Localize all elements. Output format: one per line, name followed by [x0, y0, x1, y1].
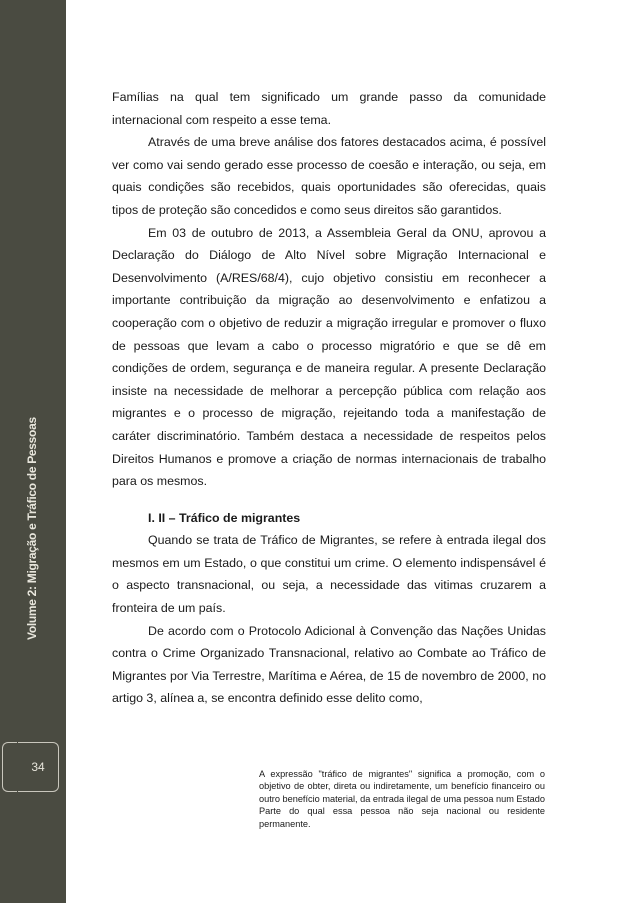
- paragraph: Em 03 de outubro de 2013, a Assembleia Geral da ONU, aprovou a Declaração do Diálogo de Alto Nível sobre Migração Internacional e Desenvolvimento (A/RES/68/4), cujo objetivo consistiu em reconhecer a importante contribuição da migração ao desenvolvimento e enfatizou a cooperação com o objetivo de reduzir a migração irregular e promover o fluxo de pessoas que levam a cabo o processo migratório e que se dê em condições de ordem, segurança e de maneira regular. A presente Declaração insiste na necessidade de melhorar a percepção pública com relação aos migrantes e o processo de migração, rejeitando toda a manifestação de caráter discriminatório. Também destaca a necessidade de respeitos pelos Direitos Humanos e promove a criação de normas internacionais de trabalho para os mesmos.: [112, 225, 546, 489]
- page-number: 34: [31, 760, 45, 774]
- paragraph: De acordo com o Protocolo Adicional à Convenção das Nações Unidas contra o Crime Organizado Transnacional, relativo ao Combate ao Tráfico de Migrantes por Via Terrestre, Marítima e Aérea, de 15 de novembro de 2000, no artigo 3, alínea a, se encontra definido esse delito como,: [112, 623, 546, 706]
- section-heading: I. II – Tráfico de migrantes: [148, 510, 301, 525]
- paragraph: Quando se trata de Tráfico de Migrantes, se refere à entrada ilegal dos mesmos em um Estado, o que constitui um crime. O elemento indispensável é o aspecto transnacional, ou seja, a necessidade das vitimas cruzarem a fronteira de um país.: [112, 533, 546, 616]
- block-quote: A expressão "tráfico de migrantes" significa a promoção, com o objetivo de obter, direta ou indiretamente, um benefício financeiro ou outro benefício material, da entrada ilegal de uma pessoa num Estado Parte do qual essa pessoa não seja nacional ou residente permanente.: [259, 769, 546, 829]
- paragraph: Famílias na qual tem significado um grande passo da comunidade internacional com respeito a esse tema.: [112, 90, 546, 127]
- document-body: [112, 86, 546, 710]
- paragraph: Através de uma breve análise dos fatores destacados acima, é possível ver como vai sendo gerado esse processo de coesão e interação, ou seja, em quais condições são recebidos, quais oportunidades são oferecidas, quais tipos de proteção são concedidos e como seus direitos são garantidos.: [112, 135, 546, 217]
- volume-title-text: Volume 2: Migração e Tráfico de Pessoas: [25, 417, 39, 640]
